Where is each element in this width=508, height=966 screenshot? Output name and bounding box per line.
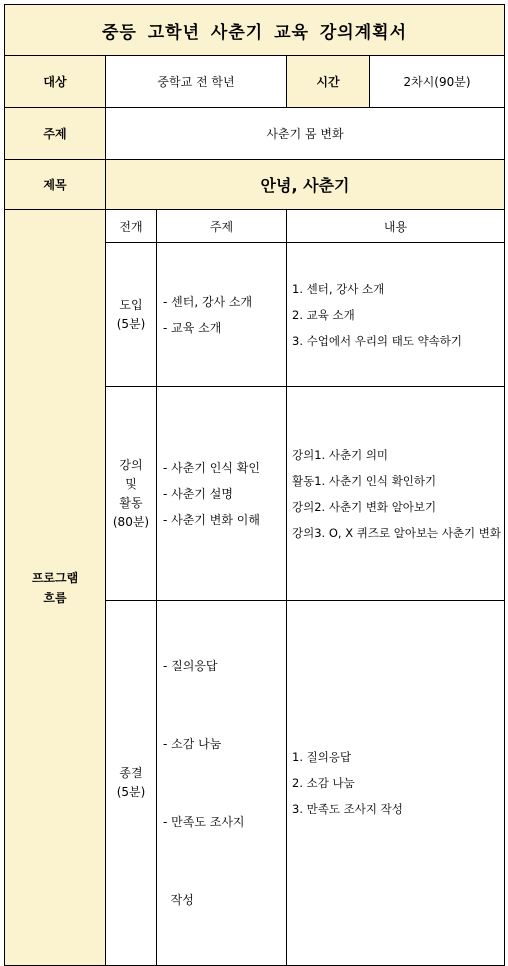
stage-cell [106, 387, 157, 601]
topic-item: - 사춘기 인식 확인 [163, 460, 260, 475]
lesson-plan-table [4, 4, 505, 966]
topic-label: 주제 [5, 108, 106, 160]
stage-line: (80분) [112, 514, 150, 529]
program-header-row [5, 210, 505, 243]
content-item: 1. 센터, 강사 소개 [292, 281, 385, 296]
page-title: 중등 고학년 사춘기 교육 강의계획서 [5, 5, 505, 56]
topic-item: - 질의응답 [163, 659, 218, 673]
stage-cell [106, 601, 157, 966]
content-cell [287, 243, 505, 387]
program-label [5, 210, 106, 966]
topic-item: - 사춘기 변화 이해 [163, 512, 260, 527]
content-item: 강의3. O, X 퀴즈로 알아보는 사춘기 변화 [292, 525, 502, 540]
topic-item: - 센터, 강사 소개 [163, 294, 253, 309]
subject-label: 제목 [5, 160, 106, 210]
program-label-line1: 프로그램 [31, 570, 79, 585]
topic-value: 사춘기 몸 변화 [106, 108, 505, 160]
topic-header: 주제 [157, 210, 287, 243]
stage-header: 전개 [106, 210, 157, 243]
target-value: 중학교 전 학년 [106, 56, 287, 108]
stage-line: 및 [125, 476, 137, 491]
stage-line: 도입 [119, 297, 143, 312]
title-row [5, 5, 505, 56]
time-label: 시간 [287, 56, 370, 108]
topic-cell [157, 243, 287, 387]
content-item: 활동1. 사춘기 인식 확인하기 [292, 473, 437, 488]
stage-line: 종결 [119, 766, 143, 780]
topic-cell [157, 601, 287, 966]
topic-item: 작성 [163, 893, 194, 907]
topic-row [5, 108, 505, 160]
topic-item: - 교육 소개 [163, 320, 222, 335]
topic-cell [157, 387, 287, 601]
subject-row [5, 160, 505, 210]
topic-item: - 만족도 조사지 [163, 815, 245, 829]
content-item: 강의2. 사춘기 변화 알아보기 [292, 499, 437, 514]
stage-line: (5분) [116, 316, 146, 331]
content-item: 2. 교육 소개 [292, 307, 355, 322]
content-item: 3. 수업에서 우리의 태도 약속하기 [292, 333, 463, 348]
topic-item: - 소감 나눔 [163, 737, 222, 751]
content-cell [287, 387, 505, 601]
stage-line: 활동 [119, 495, 143, 510]
time-value: 2차시(90분) [370, 56, 505, 108]
program-label-line2: 흐름 [43, 590, 67, 605]
content-item: 강의1. 사춘기 의미 [292, 447, 389, 462]
stage-cell [106, 243, 157, 387]
content-item: 2. 소감 나눔 [292, 776, 355, 790]
content-item: 3. 만족도 조사지 작성 [292, 802, 403, 816]
target-label: 대상 [5, 56, 106, 108]
content-header: 내용 [287, 210, 505, 243]
subject-value: 안녕, 사춘기 [106, 160, 505, 210]
stage-line: (5분) [116, 785, 146, 799]
content-cell [287, 601, 505, 966]
topic-item: - 사춘기 설명 [163, 486, 233, 501]
target-row [5, 56, 505, 108]
content-item: 1. 질의응답 [292, 750, 352, 764]
stage-line: 강의 [119, 457, 143, 472]
